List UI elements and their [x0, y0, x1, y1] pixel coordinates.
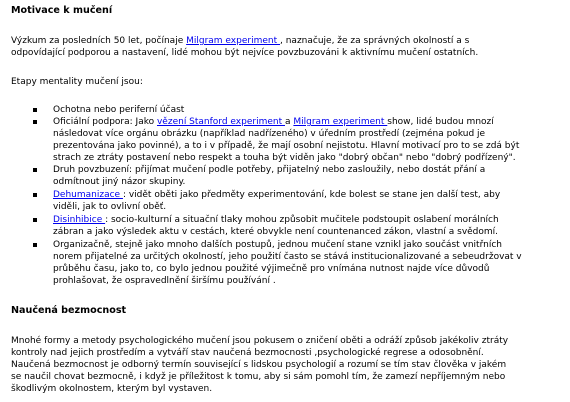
list-item-text-part: show, lidé budou mnozí — [387, 117, 494, 127]
list-item-line — [53, 116, 519, 128]
bullet-marker — [33, 108, 37, 112]
list-item-text — [53, 164, 485, 188]
intro-text-2: , naznačuje, že za správných okolností a s — [280, 36, 470, 46]
list-item-text-part: Oficiální podpora: Jako — [53, 117, 157, 127]
list-item-line: norem přijatelné za určitých okolností, jeho použití často se stává institucionalizované a sebeudržovat v — [53, 252, 522, 262]
list-item-line: viděli, jak to ovlivní oběť. — [53, 202, 167, 212]
list-item-text — [53, 214, 499, 238]
list-item-line: průběhu času, jako to, co bylo jednou použité výjimečně pro vnímána nutnost najde více důvodů — [53, 264, 490, 274]
milgram-experiment-link[interactable]: Milgram experiment — [186, 36, 280, 46]
paragraph-line: Naučená bezmocnost je odborný termín související s lidskou psychologií a rozumí se tím stav člověka v jakém — [11, 360, 507, 370]
list-item-text — [53, 116, 519, 164]
disinhibice-link[interactable]: Disinhibice — [53, 215, 106, 225]
milgram-experiment-link-2[interactable]: Milgram experiment — [293, 117, 388, 127]
list-item-line: prohlašovat, že ospravedlnění širšímu používání . — [53, 276, 276, 286]
intro-text-1: Výzkum za posledních 50 let, počínaje — [11, 36, 187, 46]
section-heading-motivation: Motivace k mučení — [11, 5, 113, 16]
list-item-line: odmítnout jiný názor skupiny. — [53, 177, 186, 187]
bullet-marker — [33, 168, 37, 172]
dehumanizace-link[interactable]: Dehumanizace — [53, 190, 123, 200]
section-heading-learned-helplessness: Naučená bezmocnost — [11, 305, 127, 316]
list-item-line: zábran a jako výsledek aktu v cestách, které obvykle není countenanced zákon, vlastní a svědomí. — [53, 227, 499, 237]
stages-label — [11, 76, 559, 88]
list-item-line: Druh povzbuzení: přijímat mučení podle potřeby, přijatelný nebo zasloužily, nebo dostát přání a — [53, 165, 486, 175]
bullet-marker — [33, 193, 37, 197]
list-item-text — [53, 189, 500, 213]
intro-line-2: odpovídající podporou a nastavení, lidé mohou být nejvíce povzbuzováni k aktivnímu mučení ostatních. — [11, 48, 479, 58]
list-item-line — [53, 214, 499, 226]
paragraph-line: škodlivým okolnostem, kterým byl vystaven. — [11, 384, 213, 394]
list-item-text — [53, 239, 522, 287]
paragraph-line: se naučil chovat bezmocně, i když je příležitost k tomu, aby si sám pomohl tím, že zamezí nepříjemným nebo — [11, 372, 506, 382]
paragraph-line: kontroly nad jejich prostředím a vytváří stav naučená bezmocnosti ,psychologické regrese a odosobnění. — [11, 348, 484, 358]
learned-helplessness-paragraph — [11, 335, 559, 395]
list-item-line: prezentována jako povinné), a to i v případě, že mají osobní nejistotu. Hlavní motivací pro to se zdá být — [53, 141, 520, 151]
list-item-line — [53, 189, 500, 201]
paragraph-line: Mnohé formy a metody psychologického mučení jsou pokusem o zničení oběti a odráží způsob jakékoliv ztráty — [11, 336, 509, 346]
list-item-line: strach ze ztráty postavení nebo respekt a touha být viděn jako "dobrý občan" nebo "dobrý podřízený". — [53, 153, 516, 163]
bullet-marker — [33, 243, 37, 247]
stanford-experiment-link[interactable]: vězení Stanford experiment — [156, 117, 285, 127]
list-item-text-part: a — [284, 117, 294, 127]
list-item-text — [53, 104, 184, 116]
intro-paragraph — [11, 35, 559, 59]
list-item-line: Organizačně, stejně jako mnoho dalších postupů, jednou mučení stane vznikl jako součást vnitřních — [53, 240, 502, 250]
stages-label-text: Etapy mentality mučení jsou: — [11, 77, 143, 87]
list-item-text-part: : vidět oběti jako předměty experimentování, kde bolest se stane jen další test, aby — [122, 190, 501, 200]
list-item-line: Ochotna nebo periferní účast — [53, 105, 185, 115]
bullet-marker — [33, 218, 37, 222]
list-item-text-part: : socio-kulturní a situační tlaky mohou způsobit mučitele podstoupit oslabení morálních — [105, 215, 499, 225]
intro-line-1 — [11, 35, 559, 47]
list-item-line: následovat více orgánu obrázku (například nadřízeného) v úředním prostředí (zejména pokud je — [53, 129, 486, 139]
bullet-marker — [33, 120, 37, 124]
